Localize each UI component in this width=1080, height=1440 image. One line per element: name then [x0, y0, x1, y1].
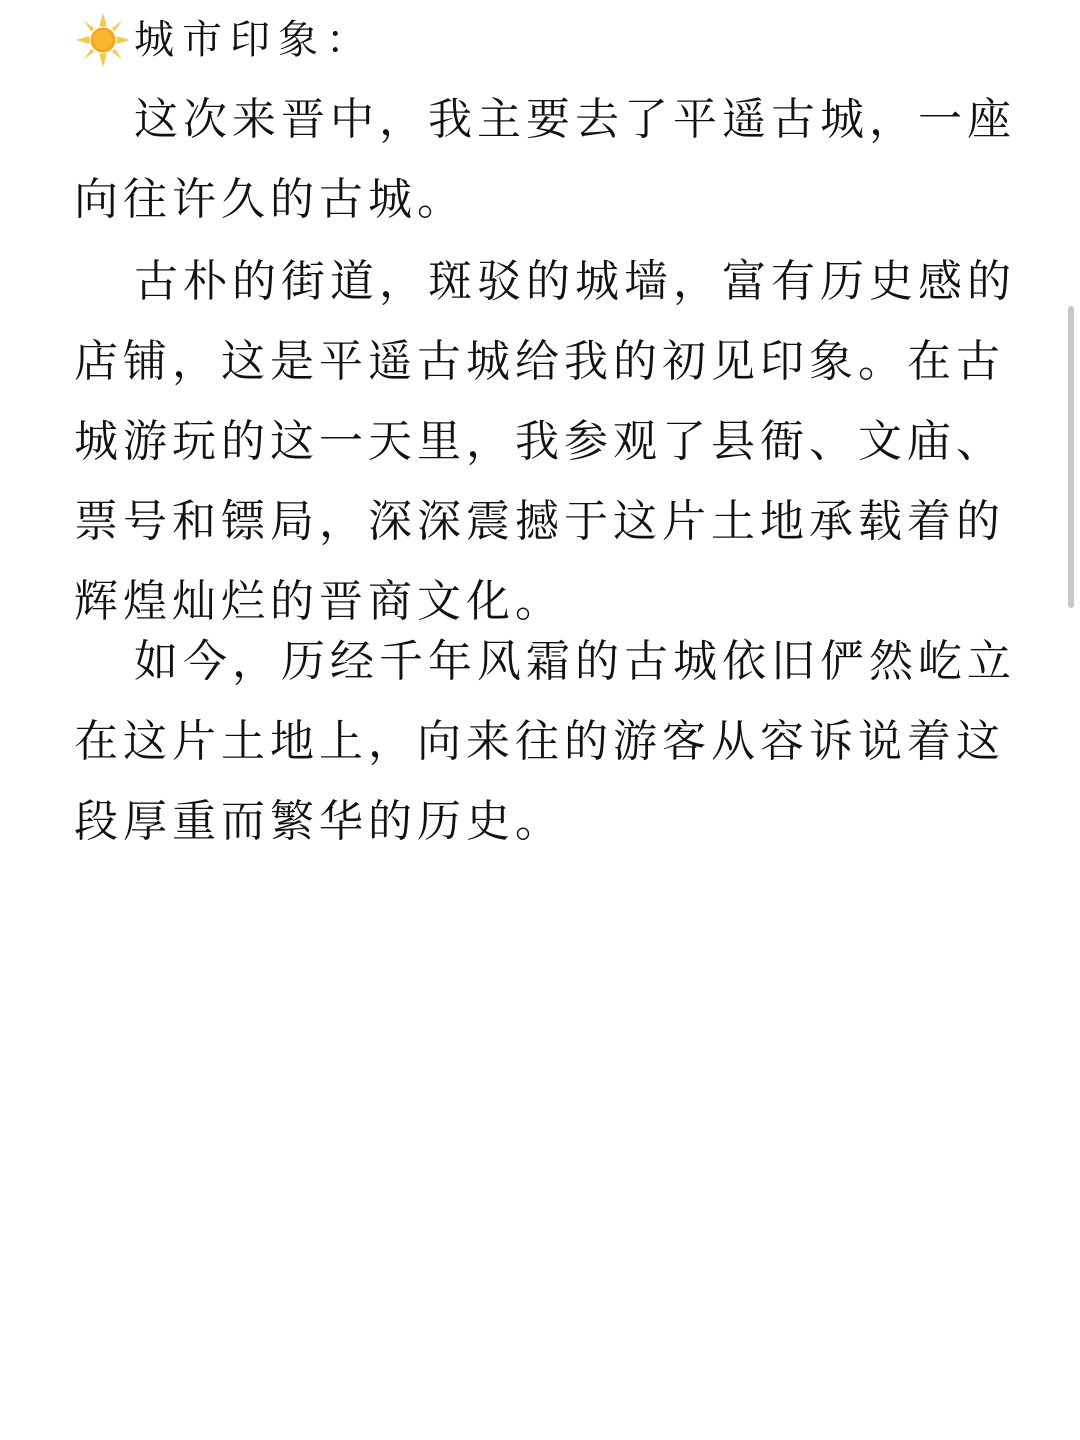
paragraph-line: 向往许久的古城。 [74, 174, 466, 225]
paragraph-line: 这次来晋中，我主要去了平遥古城，一座 [134, 94, 1016, 145]
paragraph-visit [74, 80, 1016, 240]
paragraph-line: 票号和镖局，深深震撼于这片土地承载着的 [74, 496, 1005, 547]
heading-title: 城市印象： [134, 17, 374, 63]
paragraph-line: 段厚重而繁华的历史。 [74, 796, 564, 847]
section-heading [74, 8, 374, 72]
paragraph-line: 如今，历经千年风霜的古城依旧俨然屹立 [134, 636, 1016, 687]
paragraph-line: 在这片土地上，向来往的游客从容诉说着这 [74, 716, 1005, 767]
paragraph-line: 城游玩的这一天里，我参观了县衙、文庙、 [74, 416, 1005, 467]
paragraph-history [74, 622, 1016, 862]
paragraph-line: 辉煌灿烂的晋商文化。 [74, 576, 564, 627]
scrollbar[interactable] [1068, 306, 1074, 608]
paragraph-impression [74, 242, 1016, 642]
sun-icon [74, 11, 132, 69]
paragraph-line: 店铺，这是平遥古城给我的初见印象。在古 [74, 336, 1005, 387]
paragraph-line: 古朴的街道，斑驳的城墙，富有历史感的 [134, 256, 1016, 307]
